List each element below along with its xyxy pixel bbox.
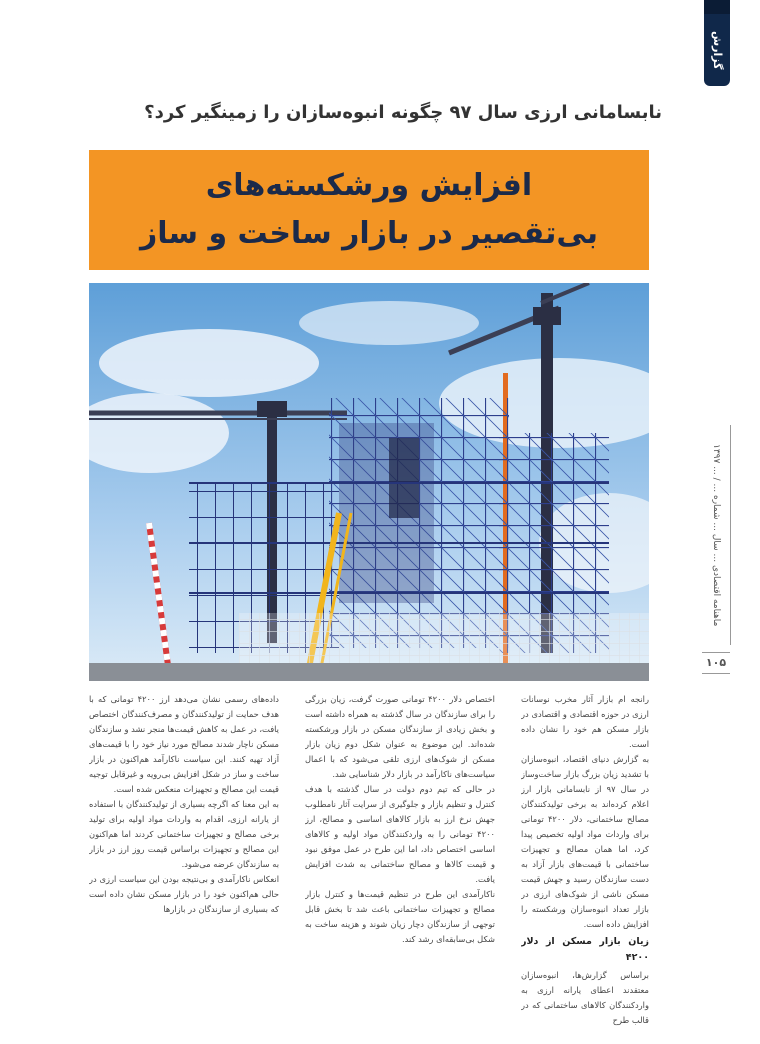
- column-2-paragraph-1: اختصاص دلار ۴۲۰۰ تومانی صورت گرفت، زیان بزرگی را برای سازندگان در سال گذشته به همراه داشته است و بخش زیادی از سازندگان مسکن در بازار ورشکسته شده‌اند. این موضوع به عنوان شکل دوم زیان بازار مسکن از شوک‌های ارزی تلقی می‌شود که با اعمال سیاست‌های ناکارآمد در بازار دلار شناسایی شد.: [305, 694, 495, 779]
- column-3-paragraph-2: به این معنا که اگرچه بسیاری از تولیدکنندگان با استفاده از یارانه ارزی، اقدام به واردات مواد اولیه برای تولید برخی مصالح و تجهیزات ساختمانی کردند اما هم‌اکنون این مصالح و تجهیزات براساس قیمت روز ارز در بازار به سازندگان عرضه می‌شود.: [89, 799, 279, 869]
- construction-site-photo: [89, 283, 649, 681]
- section-tab-label: گزارش: [711, 30, 724, 70]
- section-tab: [704, 0, 730, 86]
- column-1-paragraph-1: رانجه ام بازار آثار مخرب نوسانات ارزی در حوزه اقتصادی و اقتصادی در بازار مسکن هم خود را نشان داده است.: [521, 694, 649, 749]
- article-surtitle: نابسامانی ارزی سال ۹۷ چگونه انبوه‌سازان را زمینگیر کرد؟: [144, 102, 662, 123]
- magazine-side-caption: ماهنامه اقتصادی ... سال ... شماره ... / ... ۱۳۹۷: [711, 443, 721, 627]
- headline-line-2: بی‌تقصیر در بازار ساخت و ساز: [139, 216, 598, 251]
- column-1-paragraph-3: براساس گزارش‌ها، انبوه‌سازان معتقدند اعطای یارانه ارزی به واردکنندگان کالاهای ساختمانی که در قالب طرح: [521, 970, 649, 1025]
- column-3-paragraph-3: انعکاس ناکارآمدی و بی‌نتیجه بودن این سیاست ارزی در حالی هم‌اکنون خود را در بازار مسکن نشان داده است که بسیاری از سازندگان در بازارها: [89, 874, 279, 914]
- construction-site-illustration: [89, 283, 649, 681]
- article-body: [89, 692, 649, 1032]
- column-2-paragraph-2: در حالی که تیم دوم دولت در سال گذشته با هدف کنترل و تنظیم بازار و جلوگیری از سرایت آثار نامطلوب جهش نرخ ارز به بازار کالاهای اساسی و مصالح، ارز ۴۲۰۰ تومانی را به واردکنندگان مواد اولیه و کالاهای اساسی اختصاص داد، اما این طرح در عمل موفق نبود و قیمت کالاها و مصالح ساختمانی به شدت افزایش یافت.: [305, 784, 495, 884]
- headline-line-1: افزایش ورشکسته‌های: [205, 168, 533, 203]
- page-number: ۱۰۵: [702, 652, 730, 674]
- column-1-subheading: زیان بازار مسکن از دلار ۴۲۰۰: [521, 936, 649, 963]
- article-column-1: [521, 692, 649, 1032]
- column-1-paragraph-2: به گزارش دنیای اقتصاد، انبوه‌سازان با تشدید زیان بزرگ بازار ساخت‌وساز در سال ۹۷ از نابسامانی بازار ارز اعلام کرده‌اند به برخی تولیدکنندگان مصالح ساختمانی، دلار ۴۲۰۰ تومانی برای واردات مواد اولیه تخصیص پیدا کرد، اما همان مصالح و تجهیزات ساختمانی با قیمت‌های بازار آزاد به دست سازندگان رسید و جهش قیمت مسکن ناشی از شوک‌های ارزی در بازار تعداد انبوه‌سازان ورشکسته را افزایش داده است.: [521, 754, 649, 929]
- article-column-2: [305, 692, 495, 1032]
- article-headline: [89, 150, 649, 270]
- section-tab-strip: [704, 0, 730, 14]
- side-divider: [730, 425, 731, 645]
- column-2-paragraph-3: ناکارآمدی این طرح در تنظیم قیمت‌ها و کنترل بازار مصالح و تجهیزات ساختمانی باعث شد تا بخش قابل توجهی از سازندگان دچار زیان شوند و هزینه ساخت به شکل بی‌سابقه‌ای رشد کند.: [305, 889, 495, 944]
- column-3-paragraph-1: داده‌های رسمی نشان می‌دهد ارز ۴۲۰۰ تومانی که با هدف حمایت از تولیدکنندگان و مصرف‌کنندگان اختصاص یافت، در عمل به کاهش قیمت‌ها منجر نشد و سازندگان مسکن ناچار شدند مصالح مورد نیاز خود را با قیمت‌های آزاد تهیه کنند. این سیاست ناکارآمد هم‌اکنون در بازار ساخت و ساز در شکل افزایش بی‌رویه و غیرقابل توجیه قیمت این مصالح و تجهیزات منعکس شده است.: [89, 694, 279, 794]
- article-column-3: [89, 692, 279, 1032]
